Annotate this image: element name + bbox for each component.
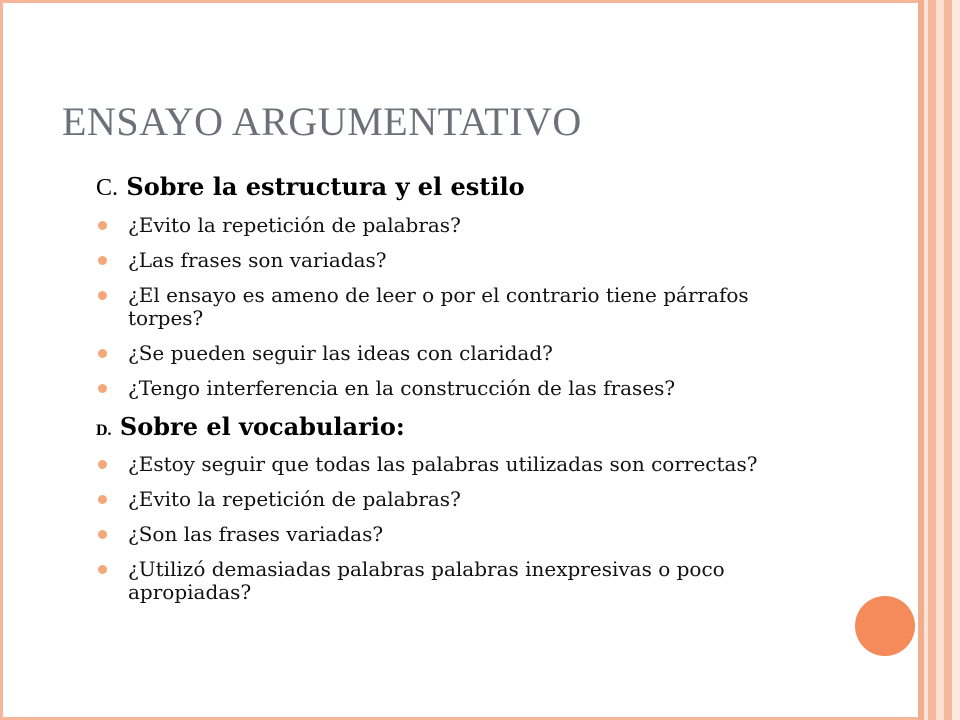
- list-item: [96, 558, 806, 604]
- list-item-text: ¿El ensayo es ameno de leer o por el contrario tiene párrafos torpes?: [128, 283, 749, 330]
- list-item: [96, 488, 806, 511]
- list-item: [96, 214, 806, 237]
- bullet-icon: [98, 495, 107, 504]
- section-d-heading: [96, 412, 806, 441]
- section-d-letter: D.: [96, 422, 112, 439]
- list-item: [96, 284, 806, 330]
- section-c-heading: [96, 172, 806, 202]
- list-item-text: ¿Son las frases variadas?: [128, 522, 384, 546]
- section-c-list: [96, 214, 806, 400]
- bullet-icon: [98, 384, 107, 393]
- bullet-icon: [98, 291, 107, 300]
- section-c-letter: C.: [96, 175, 119, 201]
- list-item-text: ¿Las frases son variadas?: [128, 248, 387, 272]
- list-item-text: ¿Utilizó demasiadas palabras palabras inexpresivas o poco apropiadas?: [128, 557, 725, 604]
- bullet-icon: [98, 349, 107, 358]
- bullet-icon: [98, 530, 107, 539]
- bullet-icon: [98, 221, 107, 230]
- bullet-icon: [98, 256, 107, 265]
- list-item-text: ¿Tengo interferencia en la construcción de las frases?: [128, 376, 676, 400]
- list-item-text: ¿Evito la repetición de palabras?: [128, 487, 461, 511]
- bullet-icon: [98, 565, 107, 574]
- decorative-stripe: [952, 0, 960, 720]
- list-item: [96, 453, 806, 476]
- decorative-stripe: [928, 0, 936, 720]
- decorative-stripe: [944, 0, 952, 720]
- list-item: [96, 523, 806, 546]
- slide-title: ENSAYO ARGUMENTATIVO: [62, 99, 582, 144]
- section-c-title: Sobre la estructura y el estilo: [126, 172, 525, 201]
- list-item-text: ¿Estoy seguir que todas las palabras utilizadas son correctas?: [128, 452, 758, 476]
- section-d-list: [96, 453, 806, 604]
- list-item-text: ¿Evito la repetición de palabras?: [128, 213, 461, 237]
- list-item: [96, 249, 806, 272]
- list-item: [96, 377, 806, 400]
- list-item-text: ¿Se pueden seguir las ideas con claridad?: [128, 341, 553, 365]
- section-d-title: Sobre el vocabulario:: [119, 412, 405, 441]
- list-item: [96, 342, 806, 365]
- slide-content: [96, 172, 806, 616]
- bullet-icon: [98, 460, 107, 469]
- decorative-circle: [855, 596, 915, 656]
- decorative-stripe: [936, 0, 944, 720]
